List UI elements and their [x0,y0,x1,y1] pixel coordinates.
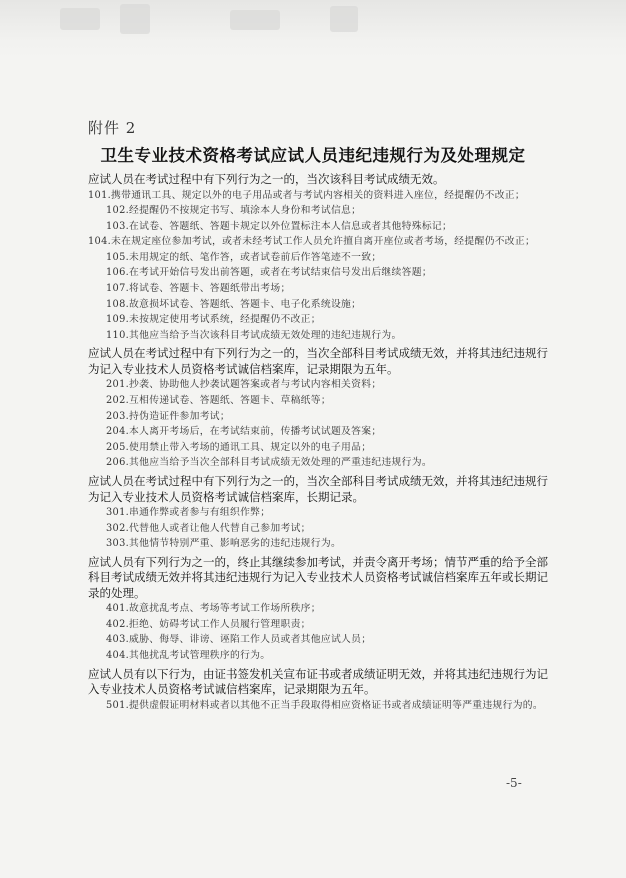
rule-item: 106.在考试开始信号发出前答题，或者在考试结束信号发出后继续答题； [106,267,432,279]
rule-item: 107.将试卷、答题卡、答题纸带出考场； [106,283,291,295]
rule-item: 105.未用规定的纸、笔作答，或者试卷前后作答笔迹不一致； [106,251,382,263]
document-body [88,172,558,713]
rule-item: 205.使用禁止带入考场的通讯工具、规定以外的电子用品； [106,441,372,453]
attachment-label: 附件 2 [88,119,137,137]
rule-item: 103.在试卷、答题纸、答题卡规定以外位置标注本人信息或者其他特殊标记； [106,220,453,232]
rule-item: 202.互相传递试卷、答题纸、答题卡、草稿纸等； [106,395,331,407]
rule-item: 501.提供虚假证明材料或者以其他不正当手段取得相应资格证书或者成绩证明等严重违规行为的。 [106,699,543,711]
rule-item: 206.其他应当给予当次全部科目考试成绩无效处理的严重违纪违规行为。 [106,457,432,469]
rule-item: 403.威胁、侮辱、诽谤、诬陷工作人员或者其他应试人员； [106,634,372,646]
section-heading: 应试人员在考试过程中有下列行为之一的，当次全部科目考试成绩无效，并将其违纪违规行为记入专业技术人员资格考试诚信档案库，长期记录。 [88,474,548,504]
rule-item: 201.抄袭、协助他人抄袭试题答案或者与考试内容相关资料； [106,379,382,391]
rule-item: 302.代替他人或者让他人代替自己参加考试； [106,522,311,534]
rule-item: 303.其他情节特别严重、影响恶劣的违纪违规行为。 [106,538,342,550]
rule-item: 404.其他扰乱考试管理秩序的行为。 [106,650,271,662]
rule-section [88,346,558,471]
rule-section [88,667,558,714]
rule-item: 102.经提醒仍不按规定书写、填涂本人身份和考试信息； [106,205,362,217]
rule-item: 108.故意损坏试卷、答题纸、答题卡、电子化系统设施； [106,298,362,310]
section-heading: 应试人员在考试过程中有下列行为之一的，当次该科目考试成绩无效。 [88,172,445,186]
rule-section [88,555,558,664]
document-title: 卫生专业技术资格考试应试人员违纪违规行为及处理规定 [100,146,526,165]
rule-item: 204.本人离开考场后，在考试结束前，传播考试试题及答案； [106,426,382,438]
rule-item: 203.持伪造证件参加考试； [106,410,230,422]
rule-section [88,474,558,552]
section-heading: 应试人员有以下行为，由证书签发机关宣布证书或者成绩证明无效，并将其违纪违规行为记入专业技术人员资格考试诚信档案库，记录期限为五年。 [88,666,548,697]
section-heading: 应试人员有下列行为之一的，终止其继续参加考试，并责令离开考场；情节严重的给予全部科目考试成绩无效并将其违纪违规行为记入专业技术人员资格考试诚信档案库五年或长期记录的处理。 [88,554,548,600]
rule-item: 101.携带通讯工具、规定以外的电子用品或者与考试内容相关的资料进入座位，经提醒仍不改正； [88,189,525,201]
rule-item: 401.故意扰乱考点、考场等考试工作场所秩序； [106,603,321,615]
rule-item: 110.其他应当给予当次该科目考试成绩无效处理的违纪违规行为。 [106,329,402,341]
rule-item: 402.拒绝、妨碍考试工作人员履行管理职责； [106,618,311,630]
rule-item: 104.未在规定座位参加考试，或者未经考试工作人员允许擅自离开座位或者考场，经提醒仍不改正； [88,236,536,248]
rule-item: 301.串通作弊或者参与有组织作弊； [106,507,271,518]
rule-item: 109.未按规定使用考试系统，经提醒仍不改正； [106,314,321,326]
rule-section [88,172,558,343]
section-heading: 应试人员在考试过程中有下列行为之一的，当次全部科目考试成绩无效，并将其违纪违规行为记入专业技术人员资格考试诚信档案库，记录期限为五年。 [88,346,548,376]
page-number: -5- [506,776,522,790]
